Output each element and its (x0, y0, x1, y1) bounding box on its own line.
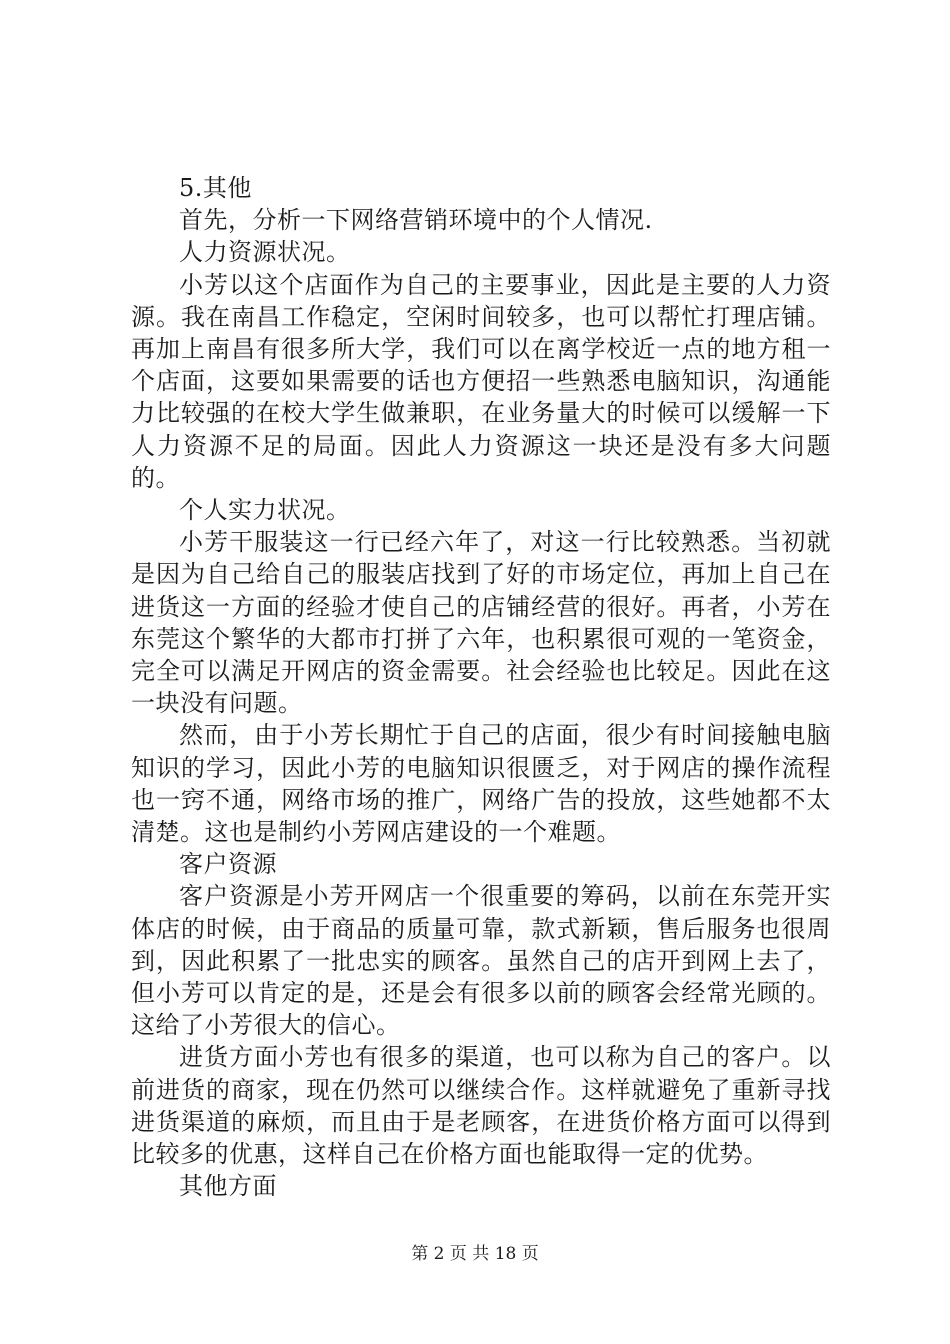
paragraph: 进货方面小芳也有很多的渠道，也可以称为自己的客户。以前进货的商家，现在仍然可以继续合作。这样就避免了重新寻找进货渠道的麻烦，而且由于是老顾客，在进货价格方面可以得到比较多的优惠，这样自己在价格方面也能取得一定的优势。 (131, 1043, 831, 1169)
document-body (131, 172, 831, 1203)
section-heading: 人力资源状况。 (179, 238, 351, 267)
paragraph: 然而，由于小芳长期忙于自己的店面，很少有时间接触电脑知识的学习，因此小芳的电脑知识很匮乏，对于网店的操作流程也一窍不通，网络市场的推广，网络广告的投放，这些她都不太清楚。这也是制约小芳网店建设的一个难题。 (131, 721, 831, 847)
section-heading: 客户资源 (179, 850, 277, 879)
section-heading: 其他方面 (179, 1172, 277, 1201)
paragraph: 小芳以这个店面作为自己的主要事业，因此是主要的人力资源。我在南昌工作稳定，空闲时间较多，也可以帮忙打理店铺。再加上南昌有很多所大学，我们可以在离学校近一点的地方租一个店面，这要如果需要的话也方便招一些熟悉电脑知识，沟通能力比较强的在校大学生做兼职，在业务量大的时候可以缓解一下人力资源不足的局面。因此人力资源这一块还是没有多大问题的。 (131, 270, 831, 492)
paragraph: 小芳干服装这一行已经六年了，对这一行比较熟悉。当初就是因为自己给自己的服装店找到了好的市场定位，再加上自己在进货这一方面的经验才使自己的店铺经营的很好。再者，小芳在东莞这个繁华的大都市打拼了六年，也积累很可观的一笔资金，完全可以满足开网店的资金需要。社会经验也比较足。因此在这一块没有问题。 (131, 528, 831, 718)
paragraph: 首先，分析一下网络营销环境中的个人情况. (179, 206, 653, 235)
paragraph: 客户资源是小芳开网店一个很重要的筹码，以前在东莞开实体店的时候，由于商品的质量可靠，款式新颖，售后服务也很周到，因此积累了一批忠实的顾客。虽然自己的店开到网上去了，但小芳可以肯定的是，还是会有很多以前的顾客会经常光顾的。这给了小芳很大的信心。 (131, 882, 831, 1040)
section-heading: 个人实力状况。 (179, 496, 351, 525)
page-number-footer: 第 2 页 共 18 页 (411, 1244, 539, 1264)
paragraph: 5.其他 (179, 174, 252, 202)
